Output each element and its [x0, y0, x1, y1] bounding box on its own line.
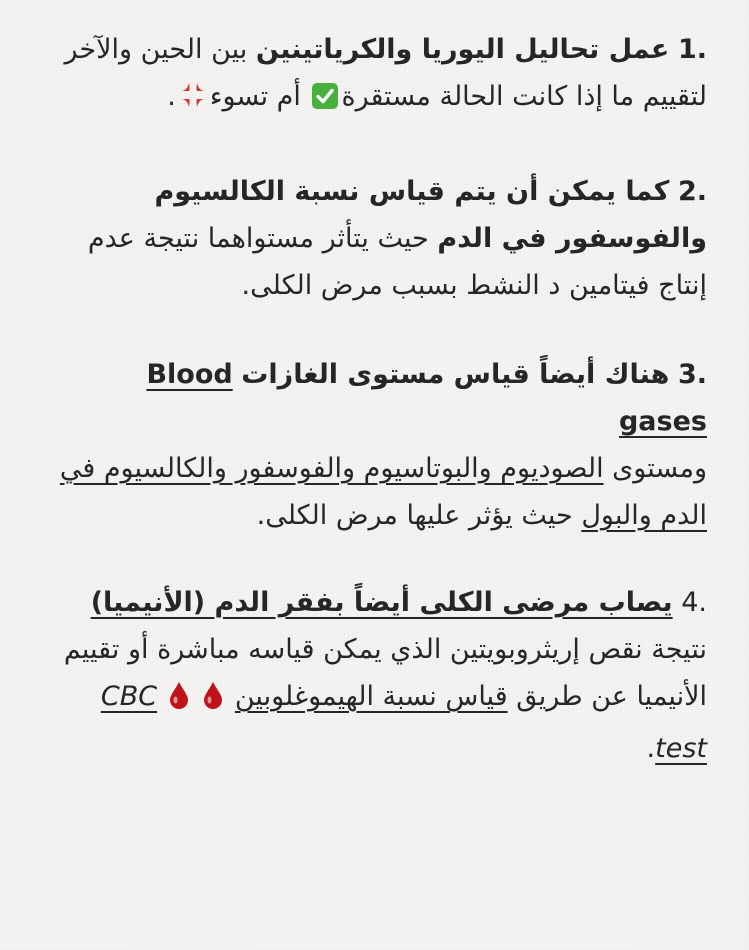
item-4-number: .4: [681, 587, 707, 618]
item-2-number: .2: [677, 176, 707, 207]
list-item-2: [56, 168, 707, 309]
item-3-underlined-text: الصوديوم والبوتاسيوم والفوسفور والكالسيوم في الدم والبول: [59, 453, 707, 531]
item-1-text-a: بين الحين والآخر لتقييم ما إذا كانت الحالة مستقرة: [64, 34, 707, 112]
item-3-body: [56, 445, 707, 539]
item-3-number: .3: [677, 359, 707, 390]
list-item-4: [56, 579, 707, 772]
item-1-text-b: أم تسوء: [209, 81, 310, 112]
anger-symbol-icon: [178, 78, 208, 125]
list-item-1: [56, 26, 707, 125]
item-4-underlined-text: قياس نسبة الهيموغلوبين: [234, 681, 508, 712]
item-4-text-a: نتيجة نقص إريثروبويتين الذي يمكن قياسه مباشرة أو تقييم الأنيميا عن طريق: [63, 634, 707, 712]
item-4-english-term: CBC test: [100, 681, 707, 764]
item-1-number: .1: [677, 34, 707, 65]
item-3-heading: هناك أيضاً قياس مستوى الغازات: [241, 359, 670, 390]
item-1-heading: عمل تحاليل اليوريا والكرياتينين: [255, 34, 670, 65]
item-4-heading: يصاب مرضى الكلى أيضاً بفقر الدم (الأنيميا): [90, 587, 673, 618]
blood-drop-icon: [202, 678, 224, 725]
item-2-heading: كما يمكن أن يتم قياس نسبة الكالسيوم والفوسفور في الدم: [154, 176, 707, 254]
blood-drop-icon: [168, 678, 190, 725]
item-2-text: حيث يتأثر مستواهما نتيجة عدم إنتاج فيتامين د النشط بسبب مرض الكلى.: [87, 223, 707, 301]
item-3-text-b: حيث يؤثر عليها مرض الكلى.: [256, 500, 582, 531]
item-3-english-term: Blood gases: [146, 359, 707, 437]
list-item-3: [56, 351, 707, 539]
item-1-end: .: [167, 81, 176, 112]
check-mark-icon: [311, 78, 339, 125]
item-4-end: .: [646, 733, 656, 764]
item-3-text-a: ومستوى: [603, 453, 707, 484]
